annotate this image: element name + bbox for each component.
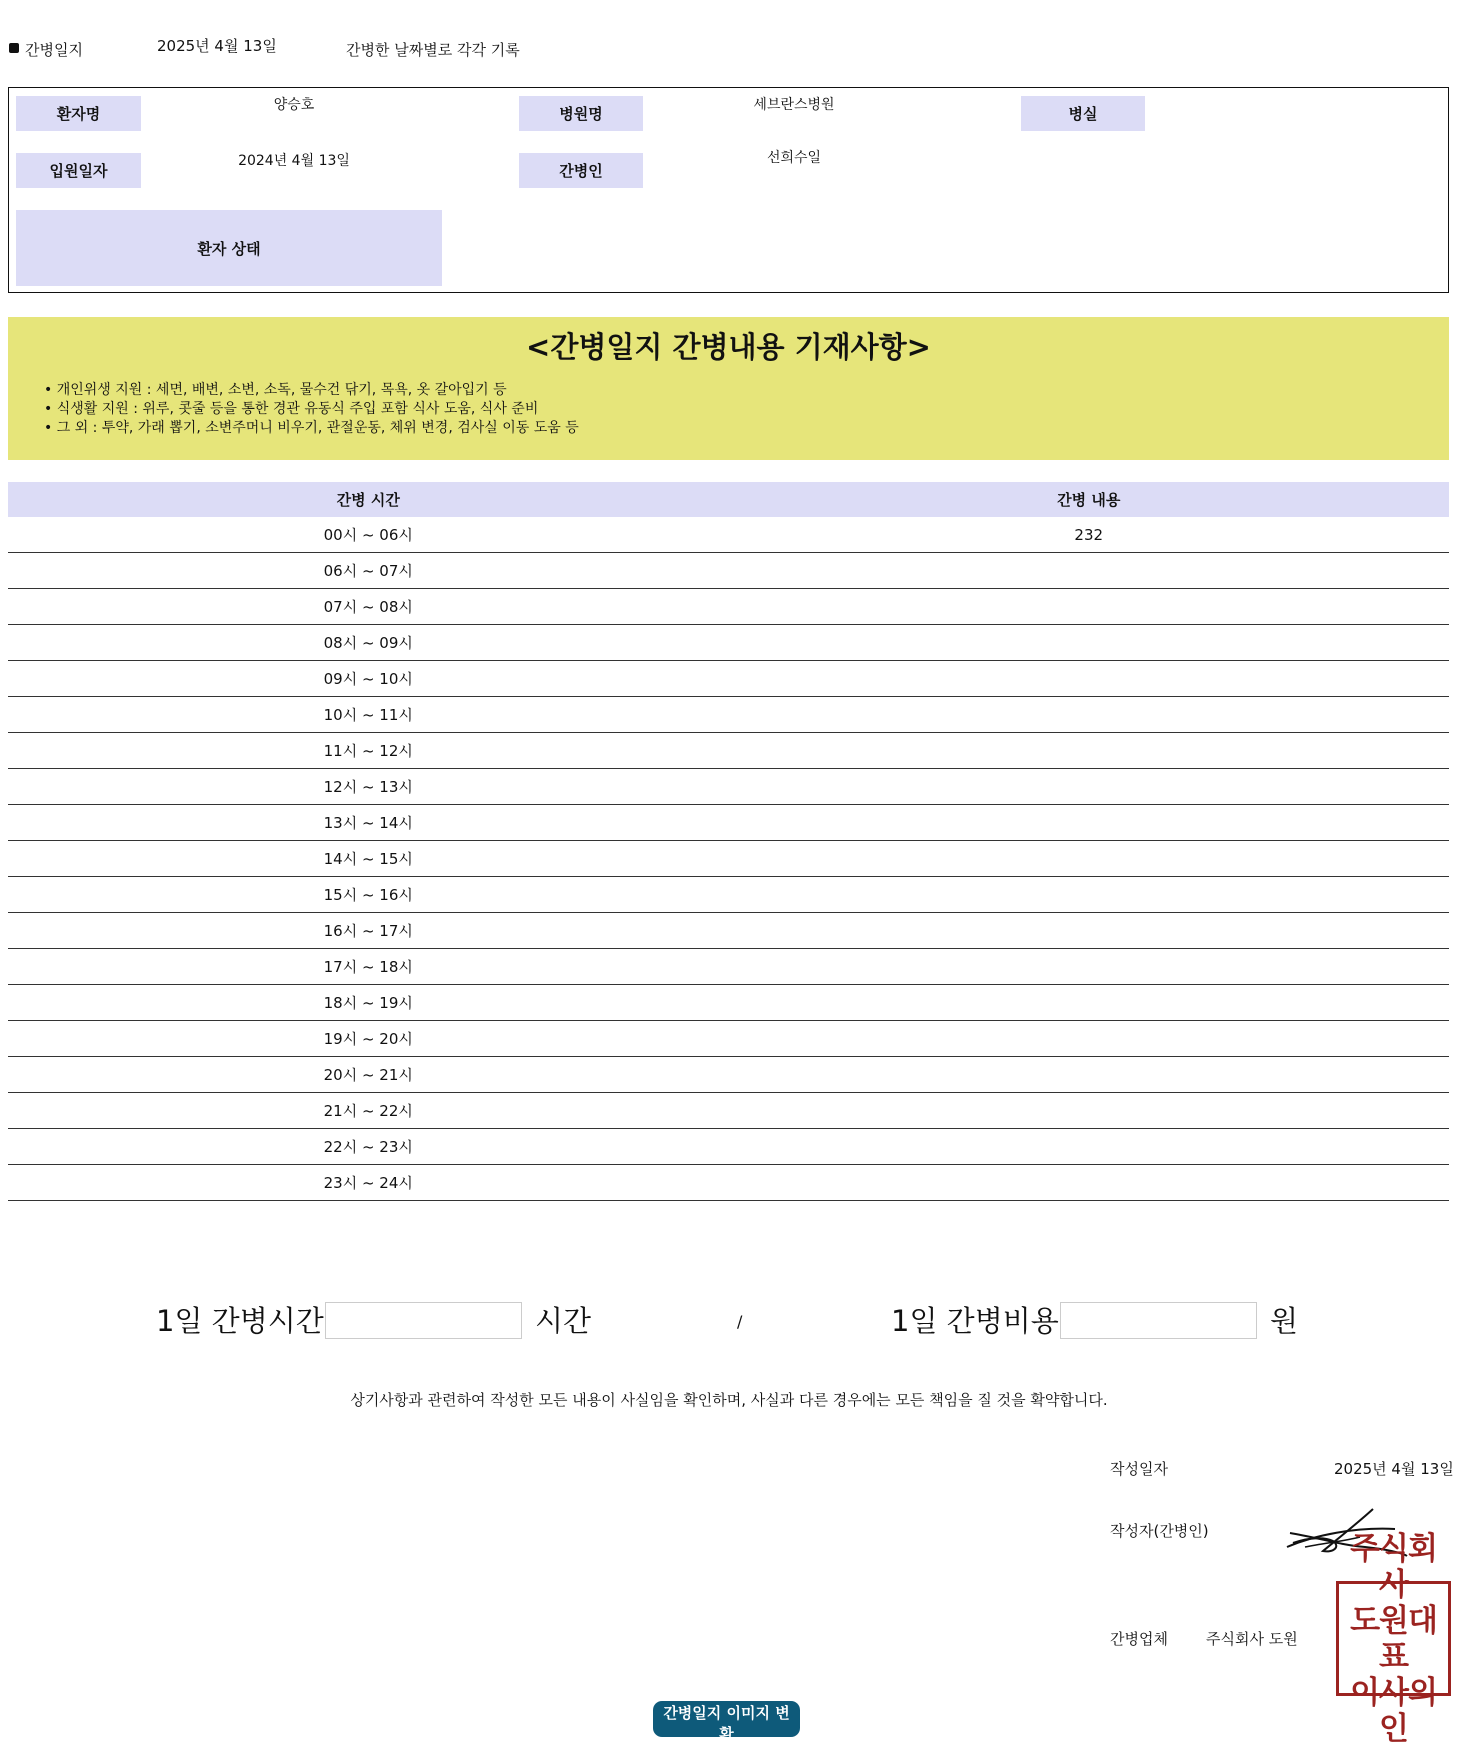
table-row	[8, 949, 1449, 985]
time-cell: 09시 ~ 10시	[8, 661, 729, 697]
content-cell[interactable]	[729, 1129, 1450, 1165]
time-cell: 06시 ~ 07시	[8, 553, 729, 589]
summary-separator: /	[737, 1312, 743, 1331]
content-cell[interactable]	[729, 697, 1450, 733]
table-row	[8, 733, 1449, 769]
content-cell[interactable]	[729, 913, 1450, 949]
table-row	[8, 625, 1449, 661]
caregiver-value[interactable]: 선희수일	[766, 150, 822, 166]
room-label: 병실	[1021, 96, 1145, 131]
content-cell[interactable]	[729, 625, 1450, 661]
care-log-body	[8, 517, 1449, 1201]
patient-name-value[interactable]: 양승호	[273, 97, 315, 113]
time-cell: 12시 ~ 13시	[8, 769, 729, 805]
content-cell[interactable]	[729, 1057, 1450, 1093]
content-cell[interactable]: 232	[729, 517, 1450, 553]
time-cell: 18시 ~ 19시	[8, 985, 729, 1021]
table-row	[8, 589, 1449, 625]
time-cell: 10시 ~ 11시	[8, 697, 729, 733]
daily-cost-label: 1일 간병비용	[891, 1304, 1059, 1338]
company-name: 주식회사 도원	[1206, 1630, 1298, 1648]
content-cell[interactable]	[729, 733, 1450, 769]
convert-image-button[interactable]: 간병일지 이미지 변환	[653, 1701, 800, 1737]
table-row	[8, 1021, 1449, 1057]
time-cell: 15시 ~ 16시	[8, 877, 729, 913]
bullet-square-icon	[9, 43, 19, 53]
caregiver-label: 간병인	[519, 153, 643, 188]
content-cell[interactable]	[729, 1021, 1450, 1057]
guide-list	[44, 381, 579, 438]
content-cell[interactable]	[729, 805, 1450, 841]
table-row	[8, 985, 1449, 1021]
table-row	[8, 1129, 1449, 1165]
daily-cost-unit: 원	[1270, 1304, 1299, 1338]
time-cell: 19시 ~ 20시	[8, 1021, 729, 1057]
admission-date-label: 입원일자	[16, 153, 141, 188]
time-cell: 16시 ~ 17시	[8, 913, 729, 949]
time-cell: 14시 ~ 15시	[8, 841, 729, 877]
admission-date-value[interactable]: 2024년 4월 13일	[238, 153, 350, 169]
written-date-label: 작성일자	[1110, 1460, 1168, 1478]
table-row	[8, 517, 1449, 553]
content-cell[interactable]	[729, 1165, 1450, 1201]
table-row	[8, 1093, 1449, 1129]
writer-label: 작성자(간병인)	[1110, 1522, 1209, 1540]
patient-info-box	[8, 87, 1449, 293]
care-log-table	[8, 482, 1449, 1201]
journal-note: 간병한 날짜별로 각각 기록	[346, 41, 520, 59]
content-cell[interactable]	[729, 949, 1450, 985]
table-row	[8, 841, 1449, 877]
content-cell[interactable]	[729, 1093, 1450, 1129]
table-row	[8, 553, 1449, 589]
guide-item: • 식생활 지원 : 위루, 콧줄 등을 통한 경관 유동식 주입 포함 식사 도움, 식사 준비	[44, 400, 579, 419]
journal-date: 2025년 4월 13일	[157, 37, 277, 55]
table-row	[8, 661, 1449, 697]
guide-item: • 개인위생 지원 : 세면, 배변, 소변, 소독, 물수건 닦기, 목욕, 옷 갈아입기 등	[44, 381, 579, 400]
guide-title: <간병일지 간병내용 기재사항>	[526, 330, 931, 364]
guide-item: • 그 외 : 투약, 가래 뽑기, 소변주머니 비우기, 관절운동, 체위 변경, 검사실 이동 도움 등	[44, 419, 579, 438]
content-cell[interactable]	[729, 589, 1450, 625]
time-cell: 08시 ~ 09시	[8, 625, 729, 661]
table-row	[8, 1057, 1449, 1093]
table-row	[8, 769, 1449, 805]
daily-cost-input[interactable]	[1060, 1302, 1257, 1339]
time-cell: 22시 ~ 23시	[8, 1129, 729, 1165]
time-cell: 17시 ~ 18시	[8, 949, 729, 985]
content-cell[interactable]	[729, 877, 1450, 913]
time-cell: 11시 ~ 12시	[8, 733, 729, 769]
time-cell: 21시 ~ 22시	[8, 1093, 729, 1129]
content-cell[interactable]	[729, 553, 1450, 589]
time-cell: 13시 ~ 14시	[8, 805, 729, 841]
table-header-row	[8, 482, 1449, 517]
daily-hours-unit: 시간	[535, 1304, 592, 1338]
content-cell[interactable]	[729, 985, 1450, 1021]
daily-hours-label: 1일 간병시간	[156, 1304, 324, 1338]
time-cell: 20시 ~ 21시	[8, 1057, 729, 1093]
hospital-value[interactable]: 세브란스병원	[753, 97, 835, 113]
patient-name-label: 환자명	[16, 96, 141, 131]
table-row	[8, 1165, 1449, 1201]
hospital-label: 병원명	[519, 96, 643, 131]
journal-label: 간병일지	[25, 41, 83, 59]
written-date-value: 2025년 4월 13일	[1334, 1460, 1454, 1478]
company-label: 간병업체	[1110, 1630, 1168, 1648]
content-cell[interactable]	[729, 841, 1450, 877]
company-seal-image: 주식회사 도원대표 이사의인	[1336, 1581, 1451, 1696]
patient-status-label: 환자 상태	[16, 210, 442, 286]
time-cell: 23시 ~ 24시	[8, 1165, 729, 1201]
content-cell[interactable]	[729, 769, 1450, 805]
table-row	[8, 913, 1449, 949]
confirmation-statement: 상기사항과 관련하여 작성한 모든 내용이 사실임을 확인하며, 사실과 다른 경우에는 모든 책임을 질 것을 확약합니다.	[350, 1391, 1108, 1409]
guide-section	[8, 317, 1449, 460]
daily-hours-input[interactable]	[325, 1302, 522, 1339]
column-header-time: 간병 시간	[8, 482, 729, 517]
content-cell[interactable]	[729, 661, 1450, 697]
table-row	[8, 877, 1449, 913]
table-row	[8, 697, 1449, 733]
time-cell: 00시 ~ 06시	[8, 517, 729, 553]
table-row	[8, 805, 1449, 841]
column-header-content: 간병 내용	[729, 482, 1450, 517]
time-cell: 07시 ~ 08시	[8, 589, 729, 625]
